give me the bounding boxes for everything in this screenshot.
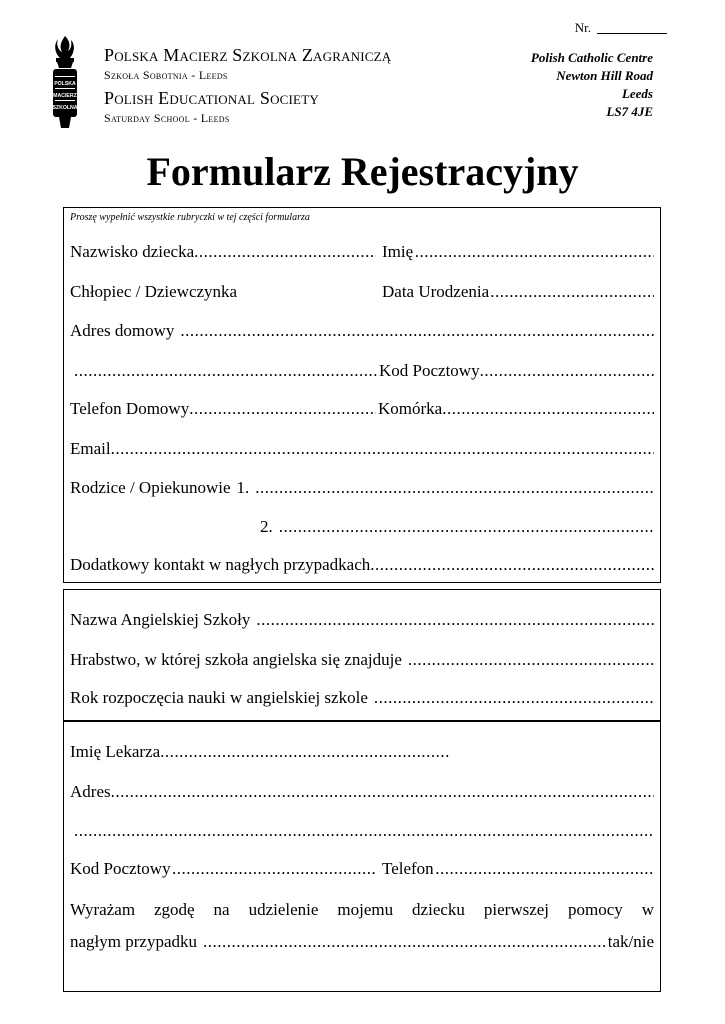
mobile-label: Komórka bbox=[378, 399, 443, 418]
consent-text-line-2: nagłym przypadku bbox=[70, 932, 197, 951]
start-year-label: Rok rozpoczęcia nauki w angielskiej szkole bbox=[70, 688, 368, 707]
doctor-name-label: Imię Lekarza bbox=[70, 742, 161, 761]
form-number[interactable] bbox=[575, 20, 667, 36]
first-aid-consent-answer[interactable] bbox=[70, 932, 654, 952]
instruction-hint: Proszę wypełnić wszystkie rubryczki w tej części formularza bbox=[70, 212, 310, 223]
organization-block bbox=[104, 46, 391, 132]
first-aid-consent bbox=[70, 894, 654, 926]
postcode-field[interactable] bbox=[379, 361, 654, 381]
logo-text-2: MACIERZ bbox=[53, 93, 77, 99]
logo-text-3: SZKOLNA bbox=[52, 105, 78, 111]
school-address bbox=[531, 49, 653, 121]
parent-2-field[interactable] bbox=[260, 517, 654, 537]
parent-2-number: 2. bbox=[260, 517, 273, 536]
doctor-postcode-field[interactable] bbox=[70, 859, 376, 879]
org-sub-polish: Szkoła Sobotnia - Leeds bbox=[104, 68, 228, 82]
doctor-address-line-2[interactable] bbox=[74, 821, 654, 841]
email-label: Email bbox=[70, 439, 111, 458]
county-field[interactable] bbox=[70, 650, 654, 670]
birth-date-label: Data Urodzenia bbox=[382, 282, 490, 301]
emergency-contact-field[interactable] bbox=[70, 555, 654, 575]
school-name-field[interactable] bbox=[70, 610, 654, 630]
address-line: Newton Hill Road bbox=[556, 68, 653, 83]
org-sub-english: Saturday School - Leeds bbox=[104, 111, 230, 125]
consent-yes-no[interactable]: tak/nie bbox=[607, 932, 654, 951]
first-name-label: Imię bbox=[382, 242, 414, 261]
address-line: LS7 4JE bbox=[606, 104, 653, 119]
torch-logo-icon bbox=[44, 32, 86, 130]
birth-date-field[interactable] bbox=[382, 282, 654, 302]
doctor-section bbox=[63, 721, 661, 992]
start-year-field[interactable] bbox=[70, 688, 654, 708]
home-phone-field[interactable] bbox=[70, 399, 376, 419]
surname-field[interactable] bbox=[70, 242, 376, 262]
surname-label: Nazwisko dziecka bbox=[70, 242, 195, 261]
doctor-address-label: Adres bbox=[70, 782, 111, 801]
logo-text-1: POLSKA bbox=[54, 81, 76, 87]
email-field[interactable] bbox=[70, 439, 654, 459]
postcode-label: Kod Pocztowy bbox=[379, 361, 480, 380]
home-address-line-2[interactable] bbox=[74, 361, 379, 381]
doctor-phone-field[interactable] bbox=[382, 859, 654, 879]
parents-label: Rodzice / Opiekunowie bbox=[70, 478, 231, 497]
doctor-address-field[interactable] bbox=[70, 782, 654, 802]
address-line: Leeds bbox=[621, 86, 653, 101]
parent-1-field[interactable] bbox=[70, 478, 654, 498]
form-number-label: Nr. bbox=[574, 20, 591, 35]
first-name-field[interactable] bbox=[382, 242, 654, 262]
org-name-english: Polish Educational Society bbox=[104, 88, 319, 108]
home-phone-label: Telefon Domowy bbox=[70, 399, 190, 418]
doctor-postcode-label: Kod Pocztowy bbox=[70, 859, 171, 878]
mobile-field[interactable] bbox=[378, 399, 654, 419]
consent-text-line-1: Wyrażam zgodę na udzielenie mojemu dziecku pierwszej pomocy w bbox=[70, 900, 654, 919]
child-details-section bbox=[63, 207, 661, 583]
home-address-field[interactable] bbox=[70, 321, 654, 341]
parent-1-number: 1. bbox=[236, 478, 250, 497]
school-name-label: Nazwa Angielskiej Szkoły bbox=[70, 610, 251, 629]
form-number-line bbox=[597, 32, 667, 34]
address-line: Polish Catholic Centre bbox=[530, 50, 653, 65]
emergency-contact-label: Dodatkowy kontakt w nagłych przypadkach bbox=[70, 555, 371, 574]
gender-field[interactable] bbox=[70, 282, 376, 302]
county-label: Hrabstwo, w której szkoła angielska się znajduje bbox=[70, 650, 402, 669]
page-title: Formularz Rejestracyjny bbox=[146, 149, 579, 194]
english-school-section bbox=[63, 589, 661, 721]
home-address-label: Adres domowy bbox=[70, 321, 175, 340]
doctor-name-field[interactable] bbox=[70, 742, 450, 762]
gender-label: Chłopiec / Dziewczynka bbox=[70, 282, 238, 301]
doctor-phone-label: Telefon bbox=[382, 859, 434, 878]
org-name-polish: Polska Macierz Szkolna Zagraniczą bbox=[104, 45, 392, 65]
